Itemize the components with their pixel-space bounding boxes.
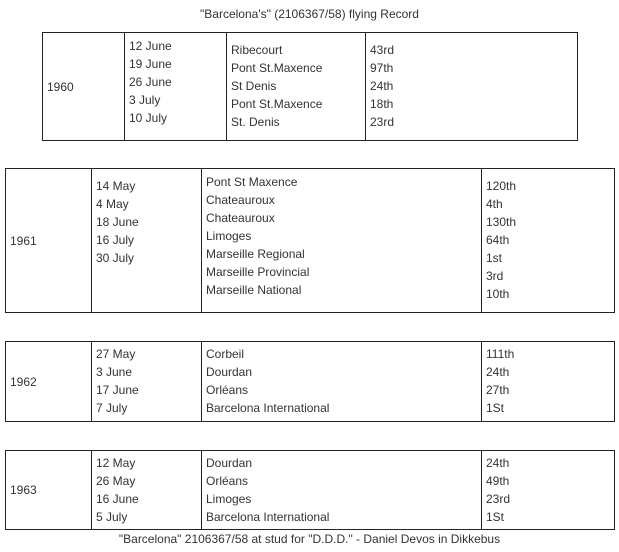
record-table-1961 <box>5 168 615 313</box>
result-item: 130th <box>486 215 517 229</box>
year-label: 1961 <box>10 233 37 248</box>
result-item: 97th <box>370 61 394 75</box>
result-item: 18th <box>370 97 394 111</box>
result-item: 120th <box>486 179 517 193</box>
place-item: Chateauroux <box>206 193 275 207</box>
dates-cell <box>125 33 227 141</box>
date-item: 27 May <box>96 347 136 361</box>
result-item: 49th <box>486 474 510 488</box>
year-cell <box>6 342 92 422</box>
result-item: 23rd <box>370 115 395 129</box>
place-item: Pont St Maxence <box>206 175 298 189</box>
page-footer-caption: "Barcelona" 2106367/58 at stud for "D.D.D." - Daniel Devos in Dikkebus <box>118 532 501 546</box>
year-label: 1960 <box>47 79 74 94</box>
dates-cell <box>92 451 202 530</box>
place-item: Chateauroux <box>206 211 275 225</box>
result-item: 1st <box>486 251 503 265</box>
year-cell <box>6 169 92 313</box>
result-item: 4th <box>486 197 503 211</box>
record-table-1962 <box>5 341 615 422</box>
result-item: 27th <box>486 383 510 397</box>
date-item: 26 May <box>96 474 136 488</box>
results-cell <box>482 169 615 313</box>
results-cell <box>366 33 578 141</box>
place-item: Ribecourt <box>231 43 283 57</box>
place-item: Orléans <box>206 383 249 397</box>
place-item: St. Denis <box>231 115 280 129</box>
date-item: 26 June <box>129 75 172 89</box>
date-item: 5 July <box>96 510 128 524</box>
place-item: St Denis <box>231 79 277 93</box>
dates-cell <box>92 169 202 313</box>
place-item: Orléans <box>206 474 249 488</box>
results-cell <box>482 342 615 422</box>
places-cell <box>227 33 366 141</box>
year-label: 1963 <box>10 483 37 497</box>
year-cell <box>6 451 92 530</box>
date-item: 3 June <box>96 365 133 379</box>
result-item: 1St <box>486 401 505 415</box>
places-cell <box>202 451 482 530</box>
result-item: 64th <box>486 233 510 247</box>
date-item: 19 June <box>129 57 172 71</box>
result-item: 43rd <box>370 43 395 57</box>
date-item: 3 July <box>129 93 161 107</box>
date-item: 7 July <box>96 401 128 415</box>
result-item: 24th <box>370 79 394 93</box>
year-label: 1962 <box>10 374 37 389</box>
result-item: 111th <box>486 347 515 361</box>
place-item: Marseille National <box>206 283 302 297</box>
place-item: Limoges <box>206 229 252 243</box>
year-cell <box>43 33 125 141</box>
date-item: 17 June <box>96 383 139 397</box>
result-item: 10th <box>486 287 510 301</box>
date-item: 12 May <box>96 456 136 470</box>
place-item: Pont St.Maxence <box>231 61 323 75</box>
record-table-1963 <box>5 450 615 530</box>
date-item: 16 June <box>96 492 139 506</box>
date-item: 30 July <box>96 251 135 265</box>
date-item: 12 June <box>129 39 172 53</box>
place-item: Marseille Provincial <box>206 265 310 279</box>
result-item: 23rd <box>486 492 511 506</box>
place-item: Dourdan <box>206 365 253 379</box>
page-title: "Barcelona's" (2106367/58) flying Record <box>200 7 419 21</box>
date-item: 14 May <box>96 179 136 193</box>
result-item: 1St <box>486 510 505 524</box>
date-item: 18 June <box>96 215 139 229</box>
place-item: Dourdan <box>206 456 253 470</box>
result-item: 24th <box>486 365 510 379</box>
result-item: 3rd <box>486 269 504 283</box>
results-cell <box>482 451 615 530</box>
places-cell <box>202 342 482 422</box>
place-item: Barcelona International <box>206 401 330 415</box>
record-table-1960 <box>42 32 578 141</box>
place-item: Corbeil <box>206 347 245 361</box>
place-item: Marseille Regional <box>206 247 305 261</box>
place-item: Barcelona International <box>206 510 330 524</box>
date-item: 16 July <box>96 233 135 247</box>
dates-cell <box>92 342 202 422</box>
result-item: 24th <box>486 456 510 470</box>
place-item: Limoges <box>206 492 252 506</box>
date-item: 10 July <box>129 111 168 125</box>
places-cell <box>202 169 482 313</box>
date-item: 4 May <box>96 197 129 211</box>
place-item: Pont St.Maxence <box>231 97 323 111</box>
